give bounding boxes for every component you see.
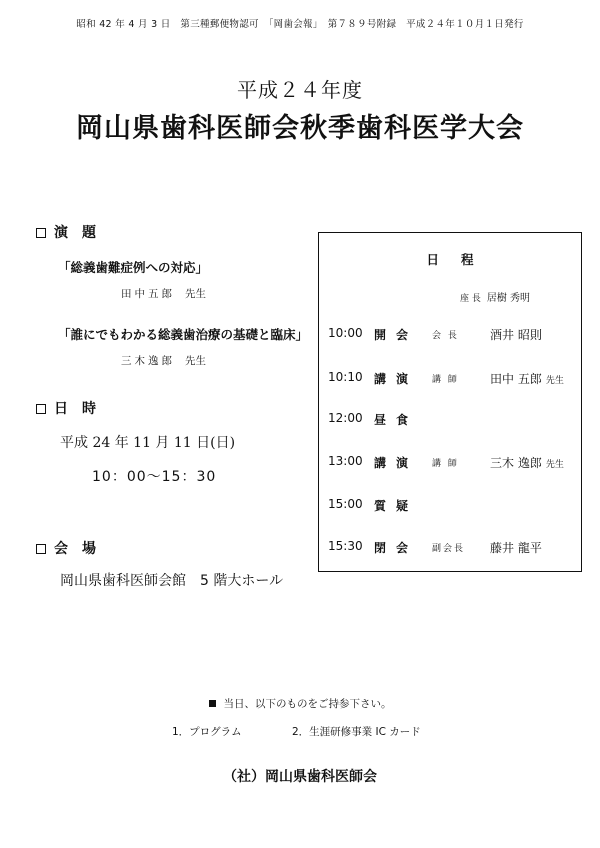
venue-heading: 会 場 <box>36 538 96 558</box>
checkbox-square-icon <box>36 404 46 414</box>
lecture-2-speaker: 三木逸郎 先生 <box>121 355 206 367</box>
topics-heading: 演 題 <box>36 222 96 242</box>
schedule-row: 15:30 閉会 副会長 藤井 龍平 <box>328 539 542 555</box>
notice: 当日、以下のものをご持参下さい。 <box>0 696 600 711</box>
schedule-row: 10:10 講演 講 師 田中 五郎 先生 <box>328 370 564 386</box>
schedule-box <box>318 232 582 572</box>
event-date: 平成 24 年 11 月 11 日(日) <box>60 435 236 451</box>
checkbox-square-icon <box>36 228 46 238</box>
schedule-row: 15:00 質疑 <box>328 497 419 513</box>
schedule-row: 10:00 開会 会 長 酒井 昭則 <box>328 326 542 342</box>
notice-item-1: 1．プログラム <box>172 726 242 738</box>
venue-text: 岡山県歯科医師会館 5 階大ホール <box>60 573 284 589</box>
page-title: 岡山県歯科医師会秋季歯科医学大会 <box>76 113 524 144</box>
publication-header: 昭和 42 年 4 月 3 日 第三種郵便物認可 「岡歯会報」 第７８９号附録 平成２４年１０月１日発行 <box>76 19 524 30</box>
event-time: 10：00〜15：30 <box>92 469 217 485</box>
year-heading: 平成２４年度 <box>237 78 363 102</box>
schedule-chair: 座 長 居樹 秀明 <box>460 293 531 304</box>
square-bullet-icon <box>209 700 216 707</box>
lecture-1-speaker: 田中五郎 先生 <box>121 288 206 300</box>
datetime-heading: 日 時 <box>36 398 96 418</box>
lecture-2-title: 「誰にでもわかる総義歯治療の基礎と臨床」 <box>58 327 309 342</box>
schedule-row: 12:00 昼食 <box>328 411 419 427</box>
schedule-title: 日程 <box>426 252 496 267</box>
schedule-row: 13:00 講演 講 師 三木 逸郎 先生 <box>328 454 564 470</box>
checkbox-square-icon <box>36 544 46 554</box>
lecture-1-title: 「総義歯難症例への対応」 <box>58 260 209 275</box>
organization-name: （社）岡山県歯科医師会 <box>223 769 377 785</box>
notice-item-2: 2．生涯研修事業 IC カード <box>292 726 421 738</box>
